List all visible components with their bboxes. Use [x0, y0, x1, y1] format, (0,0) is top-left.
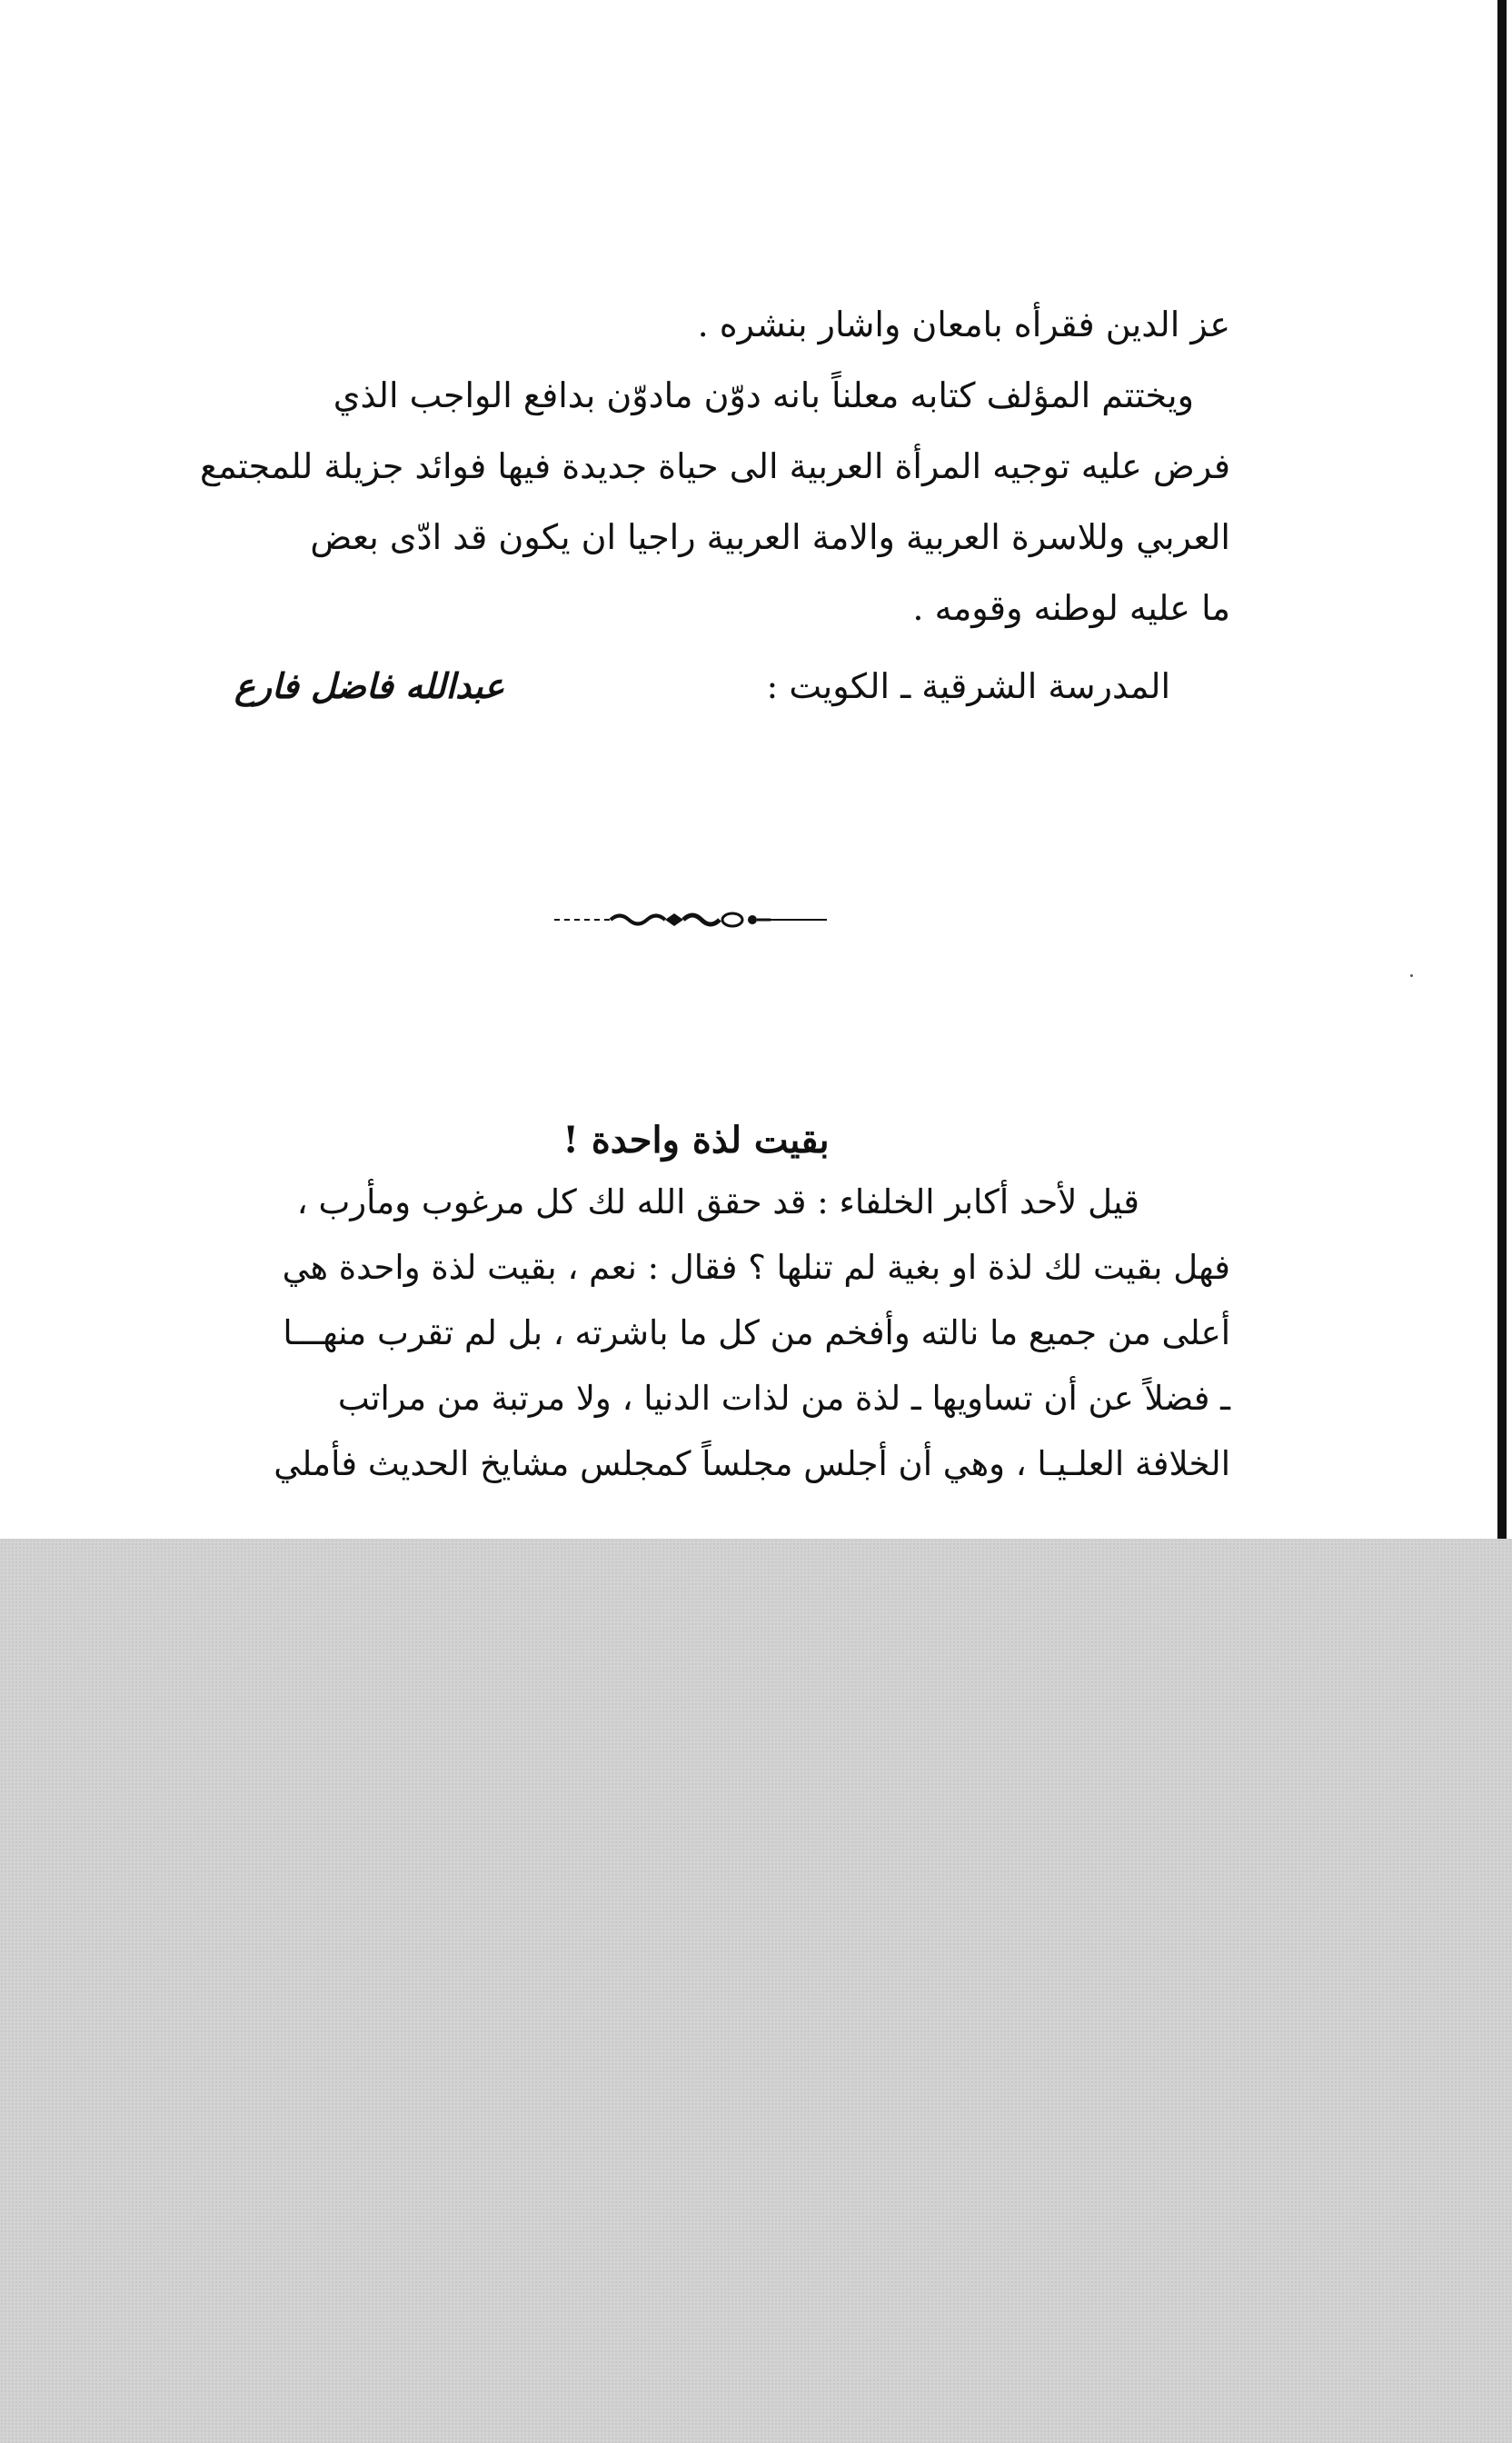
text-line: قيل لأحد أكابر الخلفاء : قد حقق الله لك كل مرغوب ومأرب ، — [296, 1182, 1139, 1222]
text-line: ـ فضلاً عن أن تساويها ـ لذة من لذات الدنيا ، ولا مرتبة من مراتب — [337, 1379, 1230, 1418]
scan-speck — [1410, 974, 1413, 977]
text-line: ويختتم المؤلف كتابه معلناً بانه دوّن مادوّن بدافع الواجب الذي — [333, 375, 1194, 415]
ornamental-divider-icon — [554, 909, 827, 931]
text-line: عز الدين فقرأه بامعان واشار بنشره . — [697, 304, 1230, 344]
signature-place: المدرسة الشرقية ـ الكويت : — [766, 666, 1170, 706]
unloaded-region — [0, 1539, 1512, 2443]
closing-paragraph — [162, 289, 1230, 643]
text-line: فرض عليه توجيه المرأة العربية الى حياة جديدة فيها فوائد جزيلة للمجتمع — [200, 446, 1230, 486]
text-line: فهل بقيت لك لذة او بغية لم تنلها ؟ فقال : نعم ، بقيت لذة واحدة هي — [282, 1248, 1230, 1287]
text-line: العربي وللاسرة العربية والامة العربية راجيا ان يكون قد ادّى بعض — [310, 517, 1230, 557]
text-line: أعلى من جميع ما نالته وأفخم من كل ما باشرته ، بل لم تقرب منهـــا — [283, 1313, 1230, 1352]
section-heading: بقيت لذة واحدة ! — [562, 1119, 830, 1162]
signature-name: عبدالله فاضل فارع — [234, 665, 505, 706]
section-body — [162, 1170, 1230, 1497]
signature-row — [162, 651, 1170, 723]
text-line: الخلافة العلـيـا ، وهي أن أجلس مجلساً كمجلس مشايخ الحديث فأملي — [274, 1444, 1230, 1483]
text-line: ما عليه لوطنه وقومه . — [912, 588, 1230, 628]
